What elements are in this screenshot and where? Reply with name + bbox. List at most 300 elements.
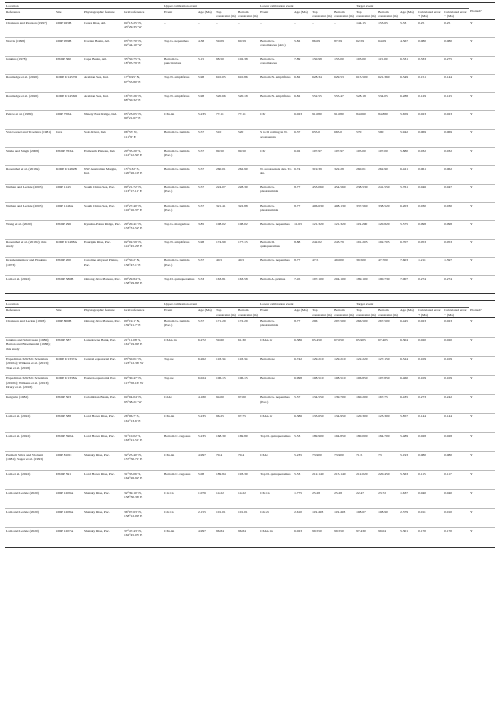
table-cell: 262.90 [237,166,259,184]
table-cell: 98.50 [215,56,237,74]
table-cell: 189.900 [311,432,333,451]
table-cell: 0.109 [417,375,443,394]
table-cell: 5.57 [197,129,215,147]
table-cell: 171.29 [216,319,226,324]
table-cell: 174.99 [215,239,237,257]
column-header: Top constraint (m) [312,308,332,317]
table-cell: Y [469,394,495,413]
table-cell: 5.53 [293,432,311,451]
table-row [5,257,495,275]
table-cell: 321.41 [215,202,237,220]
table-cell: 5.659 [399,111,417,129]
table-cell: 6.445 [400,319,408,324]
column-header-row [5,307,495,318]
table-cell: 160.200 [355,394,377,413]
table-cell: 04°13.25′ N, 43°29.35′ W [124,20,142,29]
table-cell: 454.560 [333,184,355,202]
table-cell: – [312,20,314,25]
table-cell: ODP 1208A [55,509,83,528]
table-cell: 77.11 [215,111,237,129]
table-cell: 23.72 [377,490,399,509]
table-cell: ODP 758A [55,111,83,129]
table-cell: 25.28 [333,490,355,509]
calibration-table-2 [5,300,495,547]
table-cell: 119.493 [311,509,333,528]
table-cell: 25.28 [311,490,333,509]
table-cell: 0.333 [417,56,443,74]
column-header: Bottom constraint (m) [334,308,354,317]
table-cell: 153.65 [378,20,388,25]
column-header: Physiographic feature [83,9,123,20]
table-cell: C3An.1n [259,528,293,547]
table-cell: 615.500 [355,74,377,92]
table-cell: 71.5 [355,452,377,471]
table-cell: 6.288 [399,93,417,111]
table-cell: 103.00 [355,56,377,74]
table-cell: Bottom G. nepenthes [259,257,293,275]
table-cell: 7.603 [399,257,417,275]
table-cell: 2.155 [197,509,215,528]
table-cell: 5.33 [400,20,407,25]
table-cell: 119.290 [355,221,377,239]
table-cell: Java [55,129,83,147]
table-cell: 5.235 [197,432,215,451]
table-cell: 21°11.08′ S, 161°19.99′ E [123,337,163,356]
column-header: Top constraint (m) [356,9,376,19]
column-header: Reference [5,9,55,20]
table-cell: Central equatorial Pac. [83,356,123,375]
column-header: Age (Ma) [399,307,417,318]
table-cell: 99.550 [311,528,333,547]
table-cell: Rosenthal et al. (2018c); this study [5,239,55,257]
table-cell: 610.05 [215,74,237,92]
table-row [5,221,495,239]
table-cell: Y [469,111,495,129]
table-cell: 102.38 [237,56,259,74]
table-cell: 7.89 [293,56,311,74]
table-cell: 11.63 [293,221,311,239]
table-cell: 16°37.26′ N, 68°50.32′ E [123,93,163,111]
group-header-lower-calibration: Lower calibration event [259,3,355,9]
table-cell: Lord Howe Rise, Pac. [83,432,123,451]
table-cell: 97.00 [237,394,259,413]
column-header: Calculated error + (Ma) [417,307,443,318]
table-row [5,471,495,490]
table-cell: C2Ar [163,394,197,413]
table-cell: 134.950 [333,413,355,432]
table-row [5,129,495,147]
column-header: Age (Ma) [293,307,311,318]
table-cell: 322.88 [237,202,259,220]
column-header: Event [163,307,197,318]
table-row [5,528,495,547]
table-cell: 84.880 [377,111,399,129]
table-cell: 555.47 [333,93,355,111]
table-cell: 105.00 [355,148,377,166]
table-cell: 99.50 [215,148,237,166]
table-cell: ODP 1207A [55,528,83,547]
table-cell: – [164,20,166,25]
table-row [5,148,495,166]
table-cell: 106.850 [355,375,377,394]
table-cell: 260.01 [215,166,237,184]
table-cell: 35°50.75′ S, 18°05.79′ E [123,56,163,74]
table-cell: Exmouth Plateau, Ind. [83,148,123,166]
table-cell: Bottom N. amplificus [259,74,293,92]
group-header-target-event: Target event [355,301,469,307]
table-cell: ODP 806B [56,319,72,324]
table-cell: 0.109 [443,375,469,394]
table-cell: DSDP 200 [55,257,83,275]
table-cell: C2r.2r [259,509,293,528]
table-cell: Ivorian Basin, Atl. [83,38,123,56]
table-cell: 6.024 [197,375,215,394]
table-cell: 7.45 [293,276,311,294]
table-cell: Bottom D. quinqueramus [259,239,293,257]
table-cell: Kyushu-Palau Ridge, Pac. [83,221,123,239]
table-cell: DSDP 586B [55,276,83,294]
table-cell: 570 [355,129,377,147]
table-cell: 04°04.04′ N, 95°38.21′ W [123,394,163,413]
table-cell: 0.011 [417,509,443,528]
table-cell: DSDP 591 [55,471,83,490]
table-cell: Bottom G. conomiozea (Atl.) [259,38,293,56]
table-cell: – [334,20,336,25]
table-cell: Eauripik Rise, Pac. [83,239,123,257]
table-cell: Bottom N. amplificus [259,93,293,111]
column-header: Reference [5,307,55,318]
table-cell: 191.205 [355,239,377,257]
table-cell: DSDP 296 [55,221,83,239]
table-cell: N. acostaensis dex. To sin. [259,166,293,184]
table-cell: Lam and Leckie (2020) [5,509,55,528]
table-cell: 8.77 [294,319,301,324]
table-cell: 37°47.43′ N, 162°45.05′ E [123,528,163,547]
table-cell: 297.500 [334,319,346,324]
table-cell: 6.460 [399,375,417,394]
table-cell: Bottom G. plesiotumida [260,319,279,328]
table-cell: 99.50 [237,148,259,166]
column-header: Calculated error + (Ma) [417,9,443,20]
table-cell: Eastern equatorial Pac. [83,375,123,394]
table-cell: 120.300 [355,413,377,432]
table-cell: 108.67 [355,509,377,528]
page [0,2,500,706]
table-cell: 4.997 [197,452,215,471]
table-cell: 107.97 [333,148,355,166]
table-cell: 6.02 [293,148,311,166]
table-row [5,375,495,394]
table-cell: 215.140 [333,471,355,490]
table-cell: 0.040 [443,490,469,509]
table-cell: 107.00 [377,148,399,166]
table-cell: Lansdowne Bank, Pac. [83,337,123,356]
table-cell: 0.032 [417,148,443,166]
table-cell: Solo River, Ind. [83,129,123,147]
table-cell: – [216,20,218,25]
table-cell: ODP 925B [56,20,72,25]
table-cell: 47.700 [377,257,399,275]
table-cell: Y [469,490,495,509]
table-cell: 189.84 [215,471,237,490]
table-cell: 0.023 [418,319,426,324]
table-cell: 262.90 [377,166,399,184]
table-cell: 03°37.70′ N, 02°44.10′ W [123,38,163,56]
table-cell: 0.144 [443,413,469,432]
table-cell: Top N. amplificus [163,74,197,92]
table-cell: 0.242 [443,394,469,413]
table-cell: 94.00 [215,394,237,413]
table-cell: Bottom G. conomiozea [259,56,293,74]
table-cell: 408.130 [333,202,355,220]
table-cell: 5.53 [197,276,215,294]
table-cell: 118.34 [215,356,237,375]
table-cell: 5.235 [293,452,311,471]
table-cell: 520.66 [215,93,237,111]
table-cell: 6.74 [293,166,311,184]
table-cell: Norris (1998) [5,38,55,56]
table-cell: NW Australian Margin, Ind. [83,166,123,184]
table-cell: 00°29.84′ S, 158°29.89′ E [123,276,163,294]
column-header: Age (Ma) [399,9,417,20]
table-cell: 0.274 [417,276,443,294]
table-cell: Y [469,337,495,356]
table-cell: IODP U1337A [55,356,83,375]
table-cell: – [198,20,200,25]
table-cell: 1.211 [417,257,443,275]
table-cell: IODP U1482B [55,166,83,184]
table-cell: 67.050 [333,337,355,356]
group-header-upper-calibration: Upper calibration event [163,301,259,307]
table-cell: 7.007 [399,276,417,294]
table-row [5,184,495,202]
table-cell: Bottom G. plesiotumida [259,202,293,220]
table-cell: 15°3.32′ S, 120°26.10′ E [123,166,163,184]
table-cell: 319.39 [311,166,333,184]
table-cell: Y [469,129,495,147]
table-cell: 108.02 [215,221,237,239]
table-cell: 5.15 [197,56,215,74]
table-cell: 19°27.40′ N, 116°16.37′ E [123,202,163,220]
table-cell: 99.04 [377,528,399,547]
table-cell: 86.09 [311,38,333,56]
column-header: Plotted? [469,9,495,20]
table-cell: 190.730 [377,276,399,294]
table-cell: 8.88 [293,239,311,257]
table-cell: Shatsky Rise, Pac. [83,528,123,547]
table-cell: Bottom G. nepenthes (Pac.) [259,394,293,413]
table-cell: 5.857 [399,413,417,432]
table-cell: 5.98 [197,239,215,257]
table-cell: – [294,20,296,25]
table-cell: 0.028 [417,432,443,451]
table-cell: Y [470,319,473,324]
table-cell: South China Sea, Pac. [83,184,123,202]
table-cell: 99.550 [333,528,355,547]
table-cell: ODP 1209A [55,490,83,509]
table-cell: 5.98 [197,93,215,111]
table-cell: DSDP 590A [55,432,83,451]
table-cell: 204.100 [333,276,355,294]
table-cell: DSDP 360 [55,56,83,74]
table-cell: 65.450 [311,337,333,356]
table-cell: C3An.1r [259,337,293,356]
table-cell: Bottom ne [259,375,293,394]
table-cell: C3An.1r [259,413,293,432]
table-cell: Y [469,375,495,394]
table-cell: 197.100 [311,276,333,294]
table-cell: 5.98 [197,74,215,92]
table-cell: 5.57 [197,148,215,166]
table-cell: S to D coiling in N. acostaensis [259,129,293,147]
table-cell: 6.304 [399,337,417,356]
table-cell: 4.180 [197,394,215,413]
table-cell: 0.125 [443,93,469,111]
column-header: Plotted? [469,307,495,318]
table-cell: 2.379 [399,509,417,528]
table-cell: 5.53 [293,471,311,490]
table-cell: Y [469,74,495,92]
column-header: Grid reference [123,307,163,318]
table-row [5,166,495,184]
table-cell: Y [469,471,495,490]
table-row [5,19,495,37]
table-cell: 67.405 [377,337,399,356]
table-cell: 22.47 [355,490,377,509]
table-cell: 118.34 [237,356,259,375]
table-cell: Nathan and Leckie (2003) [5,184,55,202]
table-cell: 6.262 [197,356,215,375]
table-cell: Bottom G. tumida (Pac.) [163,148,197,166]
table-cell: 6.742 [293,356,311,375]
table-cell: 0.030 [417,202,443,220]
table-cell: Shatsky Rise, Pac. [83,490,123,509]
table-cell: Top D. quinqueramus [259,432,293,451]
table-cell: Premoli Silva and Violanti (1981); Sager et al. (1993) [5,452,55,471]
table-cell: 5.235 [197,413,215,432]
table-cell: 338.520 [377,202,399,220]
table-cell: 6.82 [293,74,311,92]
table-cell: Bottom G. tumida (Pac.) [163,184,197,202]
table-cell: 32°25.40′ N, 157°50.71′ E [123,452,163,471]
table-cell: 0.020 [417,337,443,356]
table-cell: 1.775 [293,490,311,509]
table-cell: 20°35.20′ S, 112°12.50′ E [123,148,163,166]
table-cell: 169.80 [237,432,259,451]
table-cell: Bottom A. primus [259,276,293,294]
table-row [5,111,495,129]
table-cell: 91.080 [333,111,355,129]
table-cell: Van Gorsel and Troelstra (1981) [5,129,55,147]
table-cell: Top D. quinqueramus [163,276,197,294]
table-cell: C2r.1n [163,509,197,528]
table-cell: 0.061 [417,166,443,184]
table-cell: 241.550 [377,184,399,202]
table-cell: Bottom C. rugosus [163,471,197,490]
table-cell: 6.023 [293,111,311,129]
table-cell: 0.080 [443,452,469,471]
table-cell: 168.30 [215,432,237,451]
table-row [5,394,495,413]
table-cell: 0.170 [443,528,469,547]
table-cell: 5.880 [399,148,417,166]
table-row [5,337,495,356]
table-cell: 36°07.63′ N, 158°12.09′ E [123,509,163,528]
table-cell: Y [469,528,495,547]
table-cell: 167.75 [377,394,399,413]
column-header: Event [163,9,197,20]
table-cell: 0.053 [417,239,443,257]
table-cell: C3Ar [259,452,293,471]
table-cell: C3An.1n [163,337,197,356]
table-cell: DSDP 587 [55,337,83,356]
table-cell: Ninety East Ridge, Ind. [83,111,123,129]
table-cell: 6.435 [399,394,417,413]
table-cell: IODP U1488A [55,239,83,257]
table-cell: 6.421 [399,166,417,184]
table-cell: 70.4 [215,452,237,471]
table-cell: Lam et al. (2022) [5,432,55,451]
column-header: Age (Ma) [197,307,215,318]
table-cell: 108.510 [311,375,333,394]
table-cell: C1r.1n [163,490,197,509]
table-cell: 192.705 [377,239,399,257]
table-cell: Y [469,221,495,239]
table-cell: 6.707 [399,239,417,257]
table-cell: Lam et al. (2022) [5,276,55,294]
table-cell: Caroline Abyssal Plains, Pac. [83,257,123,275]
column-header: Event [259,307,293,318]
table-cell: Expedition 320/321 Scientists (2010a); Wilkens et al. (2013); Tian et al. (2018) [5,356,55,375]
table-cell: Arabian Sea, Ind. [83,93,123,111]
table-cell: Top ne [163,356,197,375]
table-cell: Colombian Basin, Pac. [83,394,123,413]
table-row [5,239,495,257]
table-cell: 129.210 [333,356,355,375]
table-cell: 337.560 [355,202,377,220]
table-cell: – [238,20,240,25]
table-cell: 02°30.47′ N, 117°58.16′ W [123,375,163,394]
table-cell: Bottom G. nepenthes [259,221,293,239]
table-cell: 5.82 [293,38,311,56]
table-cell: Top N. amplificus [163,239,197,257]
table-cell: 59.09 [215,38,237,56]
table-cell: 180.000 [355,432,377,451]
table-cell: Lord Howe Rise, Pac. [83,413,123,432]
table-cell: Y [469,432,495,451]
group-header-target-event: Target event [355,3,469,9]
table-cell: C3r.1n [259,490,293,509]
table-cell: 134.550 [311,394,333,413]
table-cell: 5.57 [197,166,215,184]
table-cell: 590 [377,129,399,147]
table-cell: Y [469,148,495,166]
table-cell: 84.060 [355,111,377,129]
table-cell: 1.076 [197,490,215,509]
table-cell: 5.57 [197,184,215,202]
table-cell: 144.15 [356,20,366,25]
table-row [5,318,495,337]
group-header-location: Location [5,301,163,307]
table-cell: 129.210 [311,356,333,375]
table-cell: 0.062 [443,166,469,184]
table-cell: 5.301 [399,528,417,547]
table-cell: 189.100 [355,276,377,294]
table-cell: Y [469,38,495,56]
table-cell: 121.320 [311,221,333,239]
table-cell: 40.5 [215,257,237,275]
table-cell: Top D. quinqueramus [259,471,293,490]
